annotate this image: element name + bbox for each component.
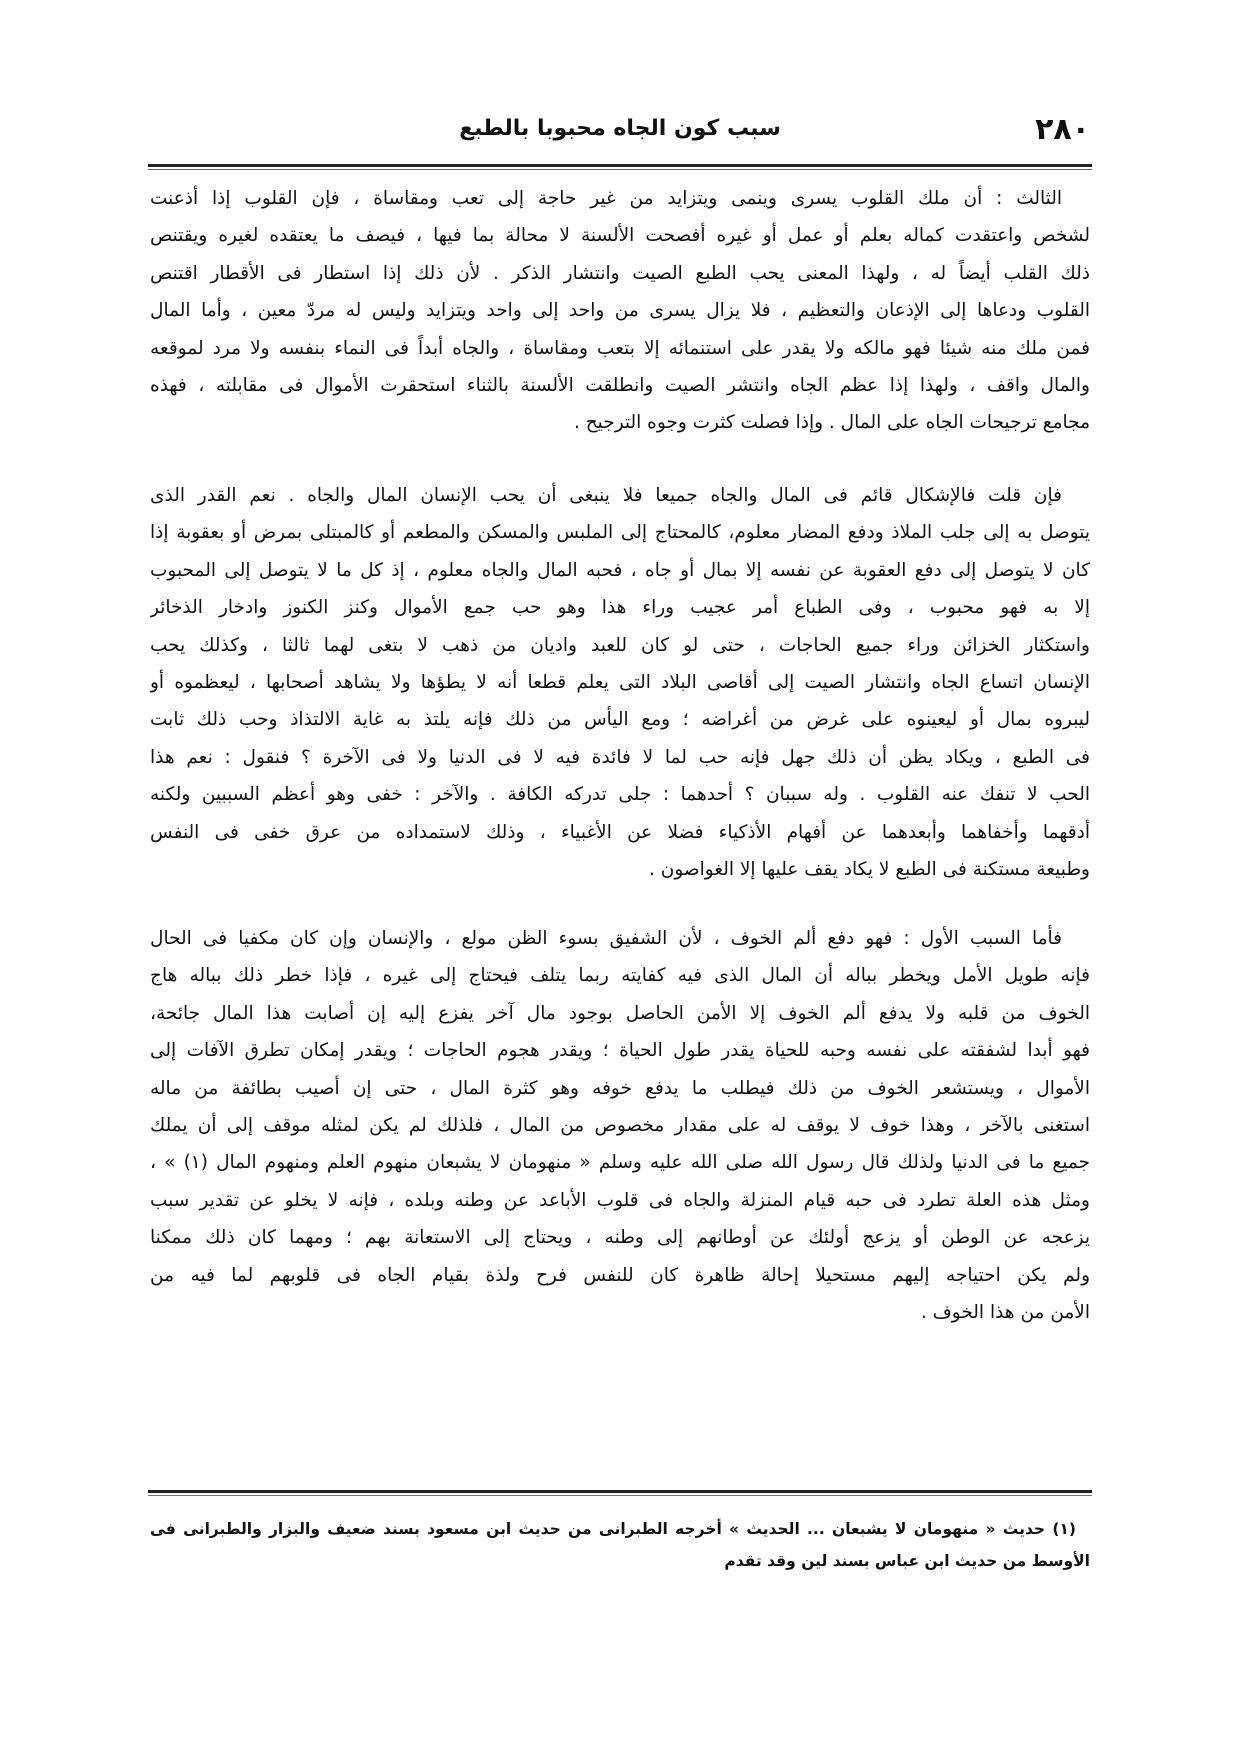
footnote-rule [148,1490,1092,1493]
text-line: فى الطبع ، ويكاد يظن أن ذلك جهل فإنه حب لما لا فائدة فيه لا فى الدنيا ولا فى الآخرة ؟ فنقول : نعم هذا [150,746,1090,768]
text-line: ومثل هذه العلة تطرد فى حبه قيام المنزلة والجاه فى قلوب الأباعد عن وطنه وبلده ، فإنه لا يخلو عن تقدير سبب [150,1189,1090,1211]
text-line: يزعجه عن الوطن أو يزعج أولئك عن أوطانهم إلى وطنه ، ويحتاج إلى الاستعانة بهم ؛ ومهما كان ذلك ممكنا [150,1227,1090,1249]
paragraph-2 [150,477,1090,888]
text-line: وطبيعة مستكنة فى الطبع لا يكاد يقف عليها إلا الغواصون . [648,858,1090,880]
text-line: الإنسان اتساع الجاه وانتشار الصيت إلى أقاصى البلاد التى يعلم قطعا أنه لا يطؤها ولا يشاهد أصحابها ، ليعظموه أو [150,671,1090,693]
footnote-line: الأوسط من حديث ابن عباس بسند لين وقد تقدم [724,1552,1090,1570]
text-line: كان لا يتوصل إلى دفع العقوبة عن نفسه إلا بمال أو جاه ، فحبه المال والجاه معلوم ، إذ كل ما لا يتوصل إلى المحبوب [150,559,1090,581]
text-line: ذلك القلب أيضاً له ، ولهذا المعنى يحب الطبع الصيت وانتشار الذكر . لأن ذلك إذا استطار فى الأقطار اقتنص [150,262,1090,284]
text-line: الثالث : أن ملك القلوب يسرى وينمى ويتزايد من غير حاجة إلى تعب ومقاساة ، فإن القلوب إذا أذعنت [150,188,1062,209]
text-line: ولم يكن احتياجه إليهم مستحيلا إحالة ظاهرة كان للنفس فرح ولذة بقيام الجاه فى قلوبهم لما فيه من [150,1264,1090,1286]
text-line: فهو أبدا لشفقته على نفسه وحبه للحياة يقدر طول الحياة ؛ ويقدر هجوم الحاجات ؛ ويقدر إمكان تطرق الآفات إلى [150,1040,1090,1062]
text-line: القلوب ودعاها إلى الإذعان والتعظيم ، فلا يزال يسرى من واحد إلى واحد ويتزايد وليس له مردّ معين ، وأما المال [150,300,1090,322]
text-line: مجامع ترجيحات الجاه على المال . وإذا فصلت كثرت وجوه الترجيح . [573,412,1090,434]
text-line: إلا به فهو محبوب ، وفى الطباع أمر عجيب وراء هذا وهو حب جمع الأموال وكنز الكنوز وادخار الذخائر [150,597,1090,619]
page-header [150,112,1090,162]
footnote-line: (١) حديث « منهومان لا يشبعان ... الحديث » أخرجه الطبرانى من حديث ابن مسعود بسند ضعيف والبزار والطبرانى فى [150,1520,1076,1538]
running-title: سبب كون الجاه محبوبا بالطبع [459,116,781,141]
header-rule [148,164,1092,167]
footnote-rule-thin [148,1495,1092,1496]
text-line: الحب لا تنفك عنه القلوب . وله سببان ؟ أحدهما : جلى تدركه الكافة . والآخر : خفى وهو أعظم السببين ولكنه [150,784,1090,806]
text-line: الخوف من قلبه ولا يدفع ألم الخوف إلا الأمن الحاصل بوجود مال آخر يفزع إليه إن أصابت هذا المال جائحة، [150,1002,1090,1024]
text-line: أدقهما وأخفاهما وأبعدهما عن أفهام الأذكياء فضلا عن الأغبياء ، وذلك لاستمداده من عرق خفى فى النفس [150,821,1090,843]
text-line: فإنه طويل الأمل ويخطر بباله أن المال الذى فيه كفايته ربما يتلف فيحتاج إلى غيره ، فإذا خطر ذلك بباله هاج [150,965,1090,987]
text-line: استغنى بالآخر ، وهذا خوف لا يوقف له على مقدار مخصوص من المال ، فلذلك لم يكن لمثله موقف إلى أن يملك [150,1114,1090,1136]
text-line: جميع ما فى الدنيا ولذلك قال رسول الله صلى الله عليه وسلم « منهومان لا يشبعان منهوم العلم ومنهوم المال (١) » ، [150,1152,1090,1174]
text-line: واستكثار الخزائن وراء جميع الحاجات ، حتى لو كان للعبد واديان من ذهب لا بتغى لهما ثالثا ، وكذلك يحب [150,634,1090,656]
text-line: الأموال ، ويستشعر الخوف من ذلك فيطلب ما يدفع خوفه وهو كثرة المال ، حتى إن أصيب بطائفة من ماله [150,1077,1090,1099]
text-line: ليبروه بمال أو ليعينوه على غرض من أغراضه ؛ ومع اليأس من ذلك فإنه يلتذ به غاية الالتذاذ وحب ذلك ثابت [150,709,1090,731]
page-number: ٢٨٠ [1035,112,1090,147]
text-line: فأما السبب الأول : فهو دفع ألم الخوف ، لأن الشفيق بسوء الظن مولع ، والإنسان وإن كان مكفيا فى الحال [150,928,1062,949]
text-line: لشخص واعتقدت كماله بعلم أو عمل أو غيره أفصحت الألسنة لا محالة بما فيها ، فيصف ما يعتقده لغيره ويقتنص [150,225,1090,247]
text-line: والمال واقف ، ولهذا إذا عظم الجاه وانتشر الصيت وانطلقت الألسنة بالثناء استحقرت الأموال فى مقابلته ، فهذه [150,374,1090,396]
text-line: يتوصل به إلى جلب الملاذ ودفع المضار معلوم، كالمحتاج إلى الملبس والمسكن والمطعم أو كالمبتلى بمرض أو بعقوبة إذا [150,522,1090,544]
text-line: فإن قلت فالإشكال قائم فى المال والجاه جميعا فلا ينبغى أن يحب الإنسان المال والجاه . نعم القدر الذى [150,485,1062,506]
footnote [150,1513,1090,1577]
paragraph-1 [150,180,1090,442]
paragraph-3 [150,920,1090,1331]
header-rule-thin [148,169,1092,170]
text-line: فمن ملك منه شيئا فهو مالكه ولا يقدر على استنمائه إلا بتعب ومقاساة ، والجاه أبداً فى النماء بنفسه ولا مرد لموقعه [150,337,1090,359]
text-line: الأمن من هذا الخوف . [920,1301,1090,1323]
